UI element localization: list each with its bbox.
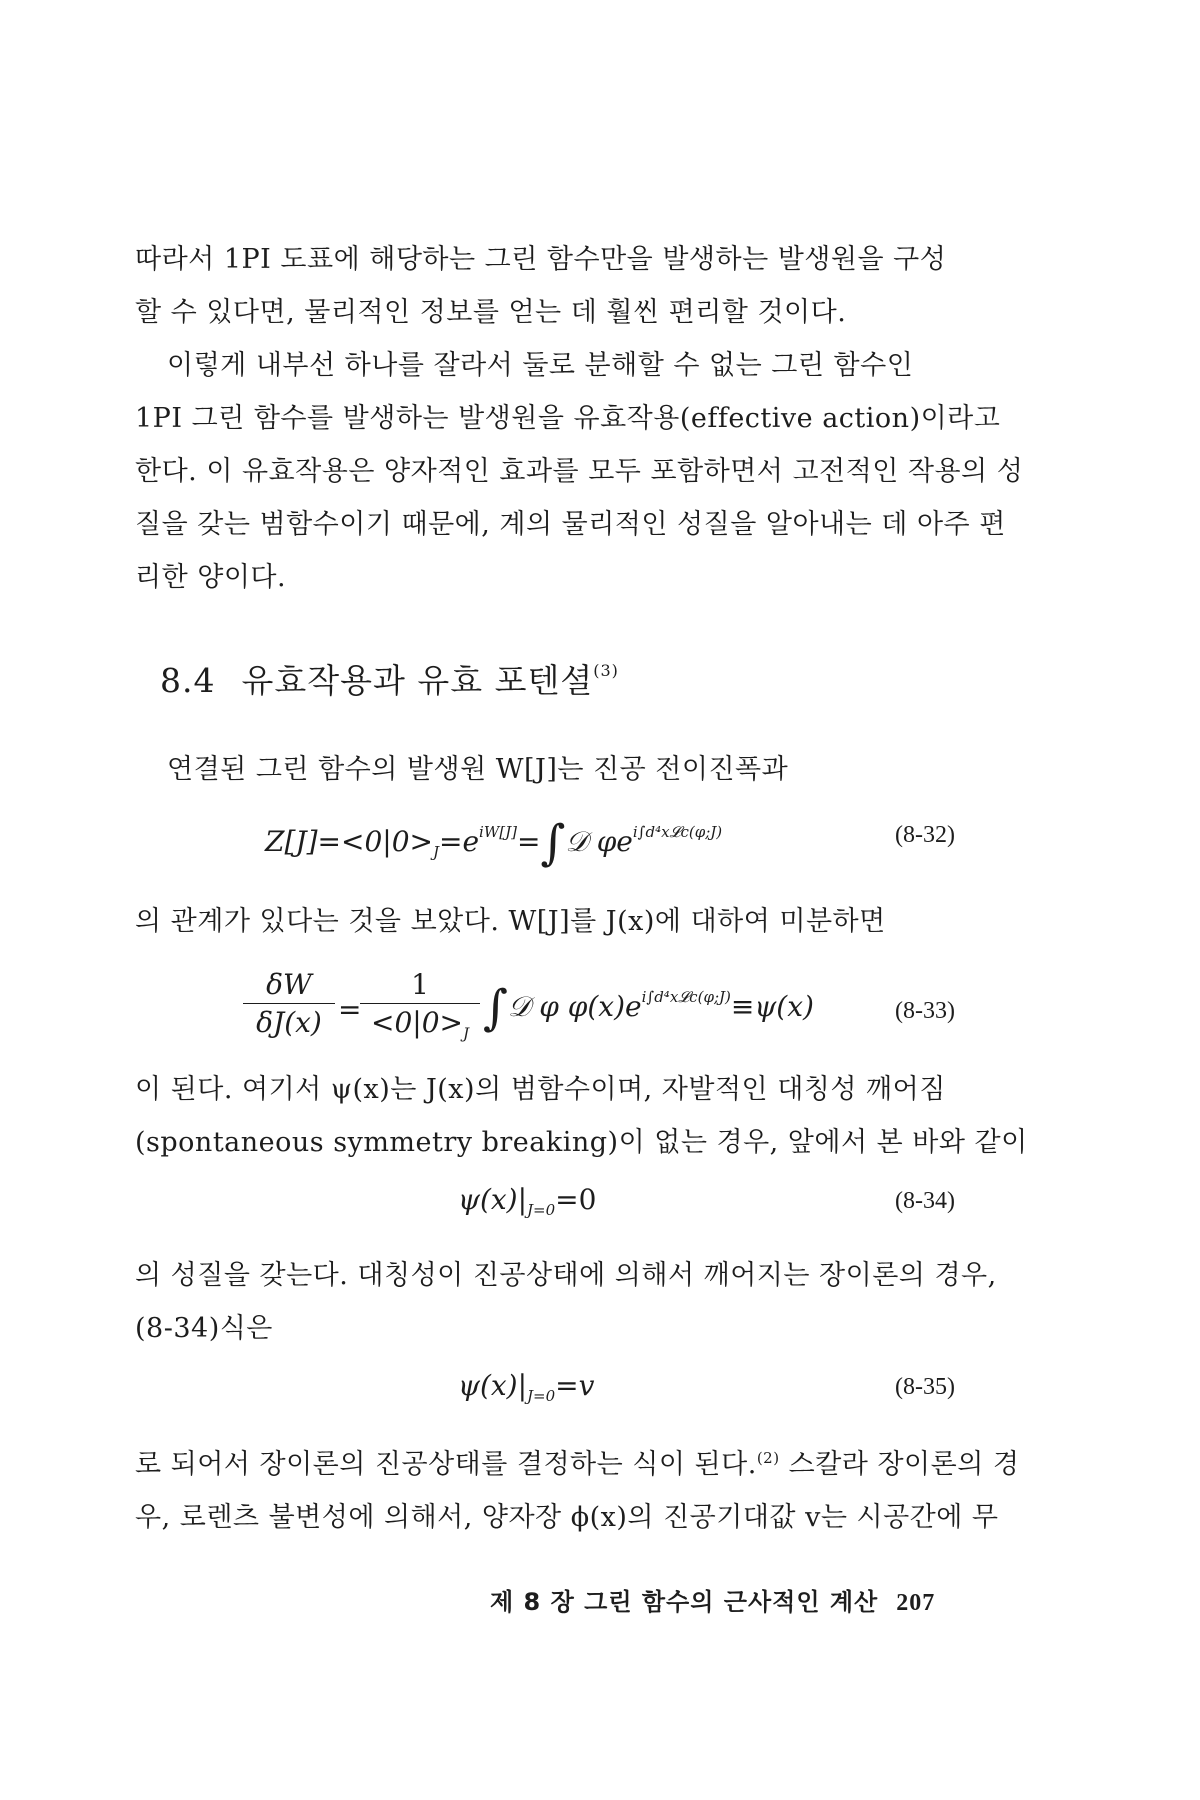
paragraph-7-line-1 (135, 1432, 1020, 1491)
eq32-equals: = (516, 825, 541, 858)
eq33-body: 𝒟 φ φ(x)e (508, 990, 642, 1023)
eq33-rhs: ≡ψ(x) (730, 990, 814, 1023)
equation-8-34 (458, 1183, 596, 1219)
equation-number-8-32: (8-32) (895, 822, 955, 848)
paragraph-3 (135, 743, 995, 796)
eq32-lhs: Z[J]=<0|0> (265, 825, 433, 858)
paragraph-7-line-2: 우, 로렌츠 불변성에 의해서, 양자장 ϕ(x)의 진공기대값 v는 시공간에 무 (135, 1502, 999, 1533)
paragraph-7 (135, 1432, 1020, 1544)
page-footer (490, 1582, 935, 1617)
paragraph-5 (135, 1063, 1028, 1169)
paragraph-7-line-1-b: 스칼라 장이론의 경 (779, 1449, 1020, 1480)
section-title: 유효작용과 유효 포텐셜 (241, 661, 594, 700)
footer-chapter-title: 제 8 장 그린 함수의 근사적인 계산 (490, 1588, 879, 1616)
paragraph-2 (135, 339, 1024, 604)
equation-8-32 (265, 815, 722, 871)
eq35-sub: J=0 (527, 1387, 556, 1405)
eq33-equals-1: = (338, 993, 362, 1026)
section-footnote-ref: (3) (593, 661, 619, 680)
equation-number-8-35: (8-35) (895, 1374, 955, 1400)
paragraph-4-line-1: 의 관계가 있다는 것을 보았다. W[J]를 J(x)에 대하여 미분하면 (135, 906, 886, 937)
eq33-denominator-2-body: <0|0> (371, 1006, 463, 1039)
eq34-sub: J=0 (527, 1201, 556, 1219)
paragraph-6 (135, 1249, 995, 1355)
eq33-denominator-2-sub: J (462, 1024, 469, 1043)
paragraph-1-line-1: 따라서 1PI 도표에 해당하는 그린 함수만을 발생하는 발생원을 구성 (135, 244, 947, 275)
paragraph-2-line-2: 1PI 그린 함수를 발생하는 발생원을 유효작용(effective action)이라고 (135, 403, 1001, 434)
eq32-mid: =e (439, 825, 480, 858)
section-number: 8.4 (160, 661, 216, 700)
eq35-lhs: ψ(x)| (458, 1369, 528, 1402)
eq34-rhs: =0 (555, 1183, 597, 1216)
paragraph-2-line-5: 리한 양이다. (135, 562, 287, 593)
eq33-integral-sign: ∫ (483, 980, 509, 1036)
eq32-integral-sign: ∫ (540, 815, 566, 871)
paragraph-3-line-1: 연결된 그린 함수의 발생원 W[J]는 진공 전이진폭과 (167, 754, 789, 785)
paragraph-5-line-2: (spontaneous symmetry breaking)이 없는 경우, 앞에서 본 바와 같이 (135, 1127, 1028, 1158)
section-heading (160, 655, 619, 702)
equation-number-8-33: (8-33) (895, 998, 955, 1024)
eq33-fraction-2 (360, 968, 480, 1043)
paragraph-1-line-2: 할 수 있다면, 물리적인 정보를 얻는 데 훨씬 편리할 것이다. (135, 297, 847, 328)
eq33-denominator-2 (360, 1004, 480, 1043)
paragraph-4 (135, 895, 995, 948)
paragraph-2-line-3: 한다. 이 유효작용은 양자적인 효과를 모두 포함하면서 고전적인 작용의 성 (135, 456, 1024, 487)
eq33-denominator-1: δJ(x) (256, 1006, 322, 1039)
page-number: 207 (896, 1590, 936, 1616)
eq33-numerator-2: 1 (360, 968, 480, 1004)
eq32-mid-sup: iW[J] (479, 823, 517, 841)
paragraph-5-line-1: 이 된다. 여기서 ψ(x)는 J(x)의 범함수이며, 자발적인 대칭성 깨어짐 (135, 1074, 946, 1105)
paragraph-6-line-1: 의 성질을 갖는다. 대칭성이 진공상태에 의해서 깨어지는 장이론의 경우, (135, 1260, 997, 1291)
paragraph-1 (135, 233, 995, 339)
paragraph-6-line-2: (8-34)식은 (135, 1313, 273, 1344)
equation-8-35 (458, 1369, 594, 1405)
eq34-lhs: ψ(x)| (458, 1183, 528, 1216)
eq32-lhs-sub: J (432, 843, 439, 861)
eq32-exponent: i∫d⁴x𝓛c(φ;J) (632, 823, 723, 841)
paragraph-2-line-4: 질을 갖는 범함수이기 때문에, 계의 물리적인 성질을 알아내는 데 아주 편 (135, 509, 1006, 540)
eq33-numerator-1: δW (243, 968, 335, 1004)
equation-number-8-34: (8-34) (895, 1188, 955, 1214)
paragraph-2-line-1: 이렇게 내부선 하나를 잘라서 둘로 분해할 수 없는 그린 함수인 (167, 350, 914, 381)
paragraph-7-footnote-ref: (2) (756, 1449, 780, 1467)
paragraph-7-line-1-a: 로 되어서 장이론의 진공상태를 결정하는 식이 된다. (135, 1449, 757, 1480)
eq33-integral-part (483, 980, 814, 1036)
eq33-exponent: i∫d⁴x𝓛c(φ;J) (641, 988, 731, 1006)
eq32-measure: 𝒟 φe (565, 825, 633, 858)
eq33-fraction-1 (243, 968, 335, 1039)
eq35-rhs: =v (555, 1369, 595, 1402)
